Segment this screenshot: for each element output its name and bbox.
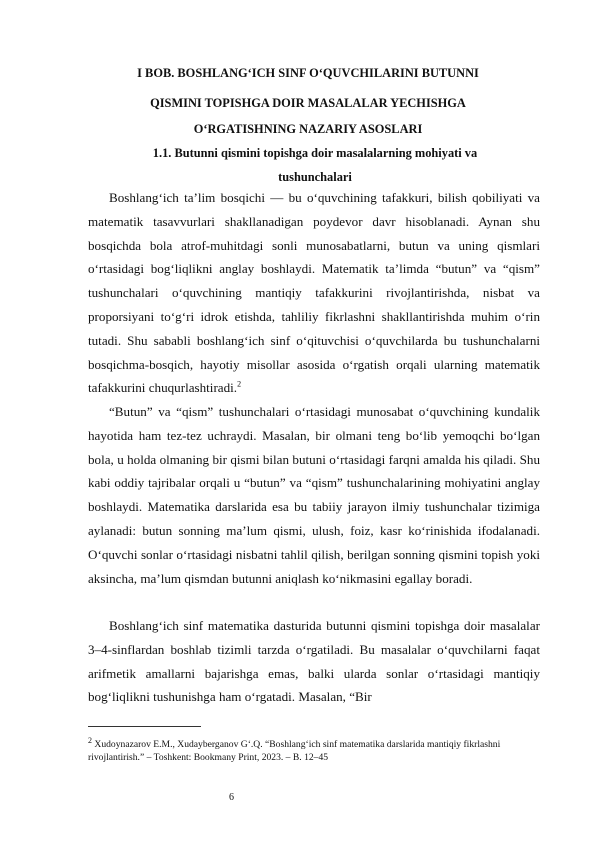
chapter-title-line-1: I BOB. BOSHLANG‘ICH SINF O‘QUVCHILARINI BUTUNNI	[137, 66, 479, 80]
footnote-divider	[88, 726, 201, 727]
section-title-line-1: 1.1. Butunni qismini topishga doir masalalarning mohiyati va	[152, 146, 478, 160]
chapter-title-line-3: O‘RGATISHNING NAZARIY ASOSLARI	[193, 122, 423, 136]
chapter-title-line-2: QISMINI TOPISHGA DOIR MASALALAR YECHISHGA	[150, 96, 466, 110]
paragraph-1-text: Boshlang‘ich ta’lim bosqichi — bu o‘quvchining tafakkuri, bilish qobiliyati va matematik tasavvurlari shakllanadigan poydevor davr hisoblanadi. Aynan shu bosqichda bola atrof-muhitdagi sonli munosabatlarni, butun va uning qismlari o‘rtasidagi bog‘liqlikni anglay boshlaydi. Matematik ta’limda “butun” va “qism” tushunchalari o‘quvchining mantiqiy tafakkurini rivojlantirishda, nisbat va proporsiyani to‘g‘ri idrok etishda, tahliliy fikrlashni shakllantirishda muhim o‘rin tutadi. Shu sababli boshlang‘ich sinf o‘qituvchisi o‘quvchilarda bu tushunchalarni bosqichma-bosqich, hayotiy misollar asosida o‘rgatish orqali ularning matematik tafakkurini chuqurlashtiradi.	[88, 190, 540, 396]
section-title-line-2: tushunchalari	[278, 170, 352, 184]
page-number: 6	[229, 792, 234, 803]
paragraph-2: “Butun” va “qism” tushunchalari o‘rtasidagi munosabat o‘quvchining kundalik hayotida ham tez-tez uchraydi. Masalan, bir olmani teng bo‘lib yemoqchi bo‘lgan bola, u holda olmaning bir qismi bilan butuni o‘rtasidagi farqni amalda his qiladi. Shu kabi oddiy tajribalar orqali u “butun” va “qism” tushunchalarining mohiyatini anglay boshlaydi. Matematika darslarida esa bu tabiiy jarayon ilmiy tushunchalar tizimiga aylanadi: butun sonning ma’lum qismi, ulush, foiz, kasr ko‘rinishida ifodalanadi. O‘quvchi sonlar o‘rtasidagi nisbatni tahlil qilish, berilgan sonning qismini topish yoki aksincha, ma’lum qismdan butunni aniqlash ko‘nikmasini egallay boradi.	[88, 404, 540, 586]
footnote-number: 2	[88, 735, 92, 745]
paragraph-1	[88, 186, 540, 400]
paragraph-3: Boshlang‘ich sinf matematika dasturida butunni qismini topishga doir masalalar 3–4-sinflardan boshlab tizimli tarzda o‘rgatiladi. Bu masalalar o‘quvchilarni faqat arifmetik amallarni bajarishga emas, balki ularda sonlar o‘rtasidagi mantiqiy bog‘liqlikni tushunishga ham o‘rgatadi. Masalan, “Bir	[88, 618, 540, 705]
footnote-text: Xudoynazarov E.M., Xudayberganov G‘.Q. “Boshlang‘ich sinf matematika darslarida mantiqiy fikrlashni rivojlantirish.” – Toshkent: Bookmany Print, 2023. – B. 12–45	[88, 739, 501, 763]
footnote	[88, 735, 528, 764]
footnote-ref: 2	[237, 380, 242, 390]
